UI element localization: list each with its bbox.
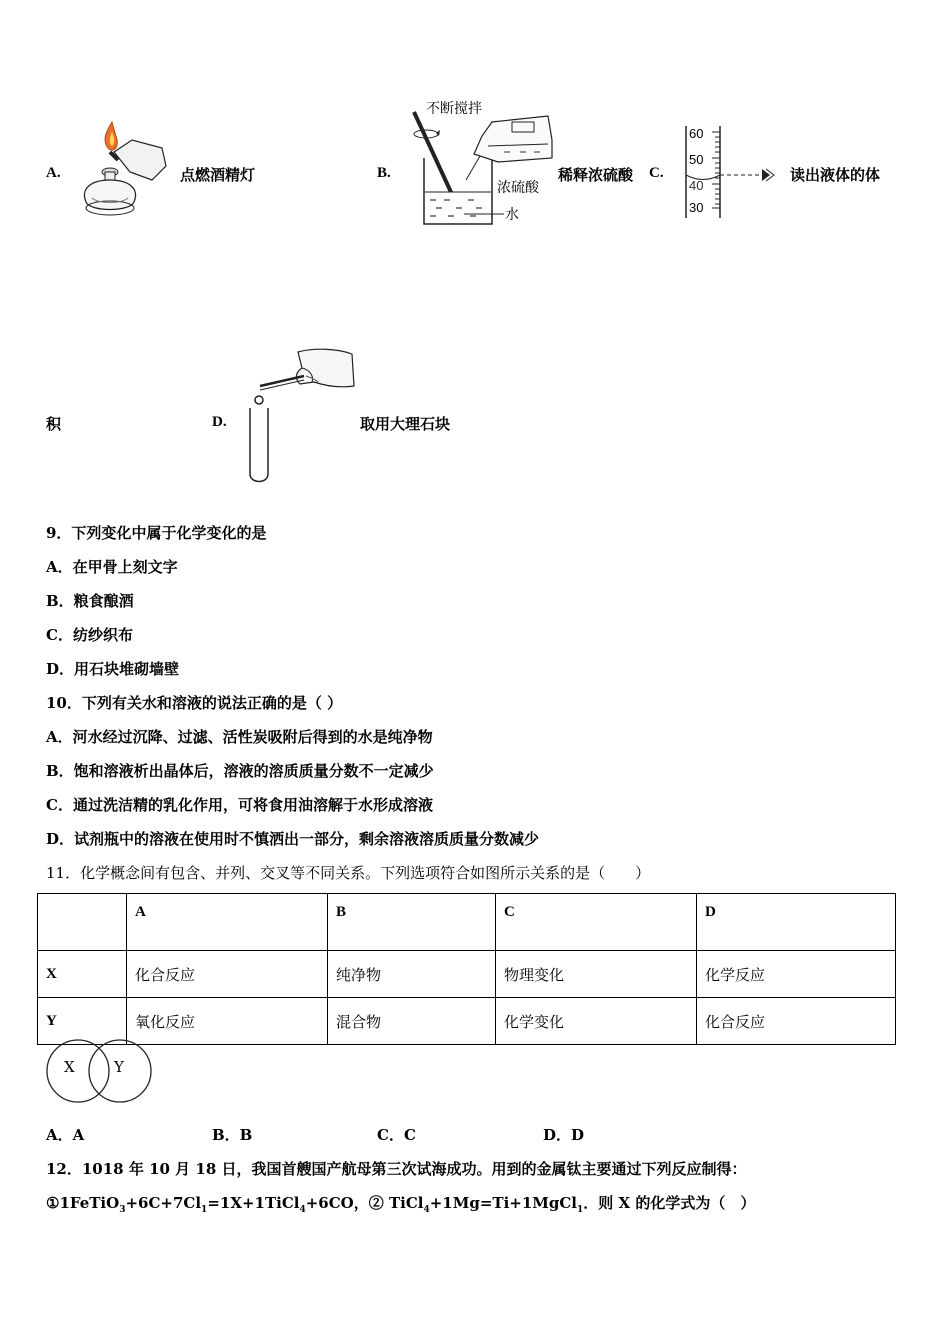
water-label: 水 [505, 207, 519, 223]
tick-60: 60 [689, 126, 704, 141]
q9-option-c: C．纺纱织布 [46, 626, 133, 644]
option-c-caption: 读出液体的体 [790, 166, 881, 184]
table-cell: 氧化反应 [127, 998, 328, 1045]
venn-x-label: X [64, 1058, 75, 1076]
q11-stem: 11．化学概念间有包含、并列、交叉等不同关系。下列选项符合如图所示关系的是（ ） [46, 864, 651, 882]
table-cell: 化学变化 [496, 998, 697, 1045]
header-d: D [697, 894, 896, 951]
option-c-letter: C. [649, 165, 664, 181]
q9-option-d: D．用石块堆砌墙壁 [46, 660, 180, 678]
q10-option-c: C．通过洗洁精的乳化作用，可将食用油溶解于水形成溶液 [46, 796, 433, 814]
q10-stem: 10．下列有关水和溶液的说法正确的是（ ） [46, 694, 343, 712]
conc-acid-label: 浓硫酸 [497, 180, 539, 196]
q11-answer-c: C．C [377, 1126, 416, 1144]
q10-option-a: A．河水经过沉降、过滤、活性炭吸附后得到的水是纯净物 [46, 728, 433, 746]
table-header-row [38, 894, 896, 951]
header-a: A [127, 894, 328, 951]
q10-option-b: B．饱和溶液析出晶体后，溶液的溶质质量分数不一定减少 [46, 762, 434, 780]
option-a-letter: A. [46, 165, 61, 181]
test-tube-figure [240, 346, 358, 486]
table-cell: 化学反应 [697, 951, 896, 998]
option-d-caption: 取用大理石块 [360, 415, 451, 433]
option-b-letter: B. [377, 165, 391, 181]
venn-y-label: Y [114, 1058, 124, 1076]
q11-table [37, 893, 896, 1045]
row-label: Y [38, 998, 127, 1045]
table-cell: 化合反应 [697, 998, 896, 1045]
stir-label: 不断搅拌 [426, 101, 482, 117]
q9-option-b: B．粮食酿酒 [46, 592, 134, 610]
table-cell: 物理变化 [496, 951, 697, 998]
table-cell: 化合反应 [127, 951, 328, 998]
option-d-letter: D. [212, 414, 227, 430]
header-b: B [328, 894, 496, 951]
alcohol-lamp-figure [72, 118, 170, 220]
q10-option-d: D．试剂瓶中的溶液在使用时不慎洒出一部分，剩余溶液溶质质量分数减少 [46, 830, 540, 848]
table-row-y [38, 998, 896, 1045]
header-c: C [496, 894, 697, 951]
tick-50: 50 [689, 152, 704, 167]
option-a-caption: 点燃酒精灯 [180, 166, 256, 184]
q12-stem: 12．1018 年 10 月 18 日，我国首艘国产航母第三次试海成功。用到的金属钛主要通过下列反应制得： [46, 1160, 747, 1178]
venn-diagram [44, 1038, 156, 1106]
option-b-caption: 稀释浓硫酸 [558, 166, 634, 184]
table-corner-cell [38, 894, 127, 951]
dilute-acid-figure [408, 100, 558, 228]
q11-answer-a: A．A [46, 1126, 85, 1144]
tick-30: 30 [689, 200, 704, 215]
table-row-x [38, 951, 896, 998]
q11-answer-b: B．B [212, 1126, 253, 1144]
q9-option-a: A．在甲骨上刻文字 [46, 558, 178, 576]
table-cell: 纯净物 [328, 951, 496, 998]
tick-40: 40 [689, 178, 704, 193]
q11-answer-d: D．D [543, 1126, 585, 1144]
q9-stem: 9．下列变化中属于化学变化的是 [46, 524, 267, 542]
table-cell: 混合物 [328, 998, 496, 1045]
row-label: X [38, 951, 127, 998]
q12-equation: $①1FeTiO_3+6C+7Cl_1=1X+1TiCl_4+6CO$，② TiCl$_4$+1Mg=Ti+1MgCl$_1$．则 X 的化学式为（ ） [46, 1194, 756, 1215]
option-c-caption-wrap: 积 [46, 415, 62, 433]
